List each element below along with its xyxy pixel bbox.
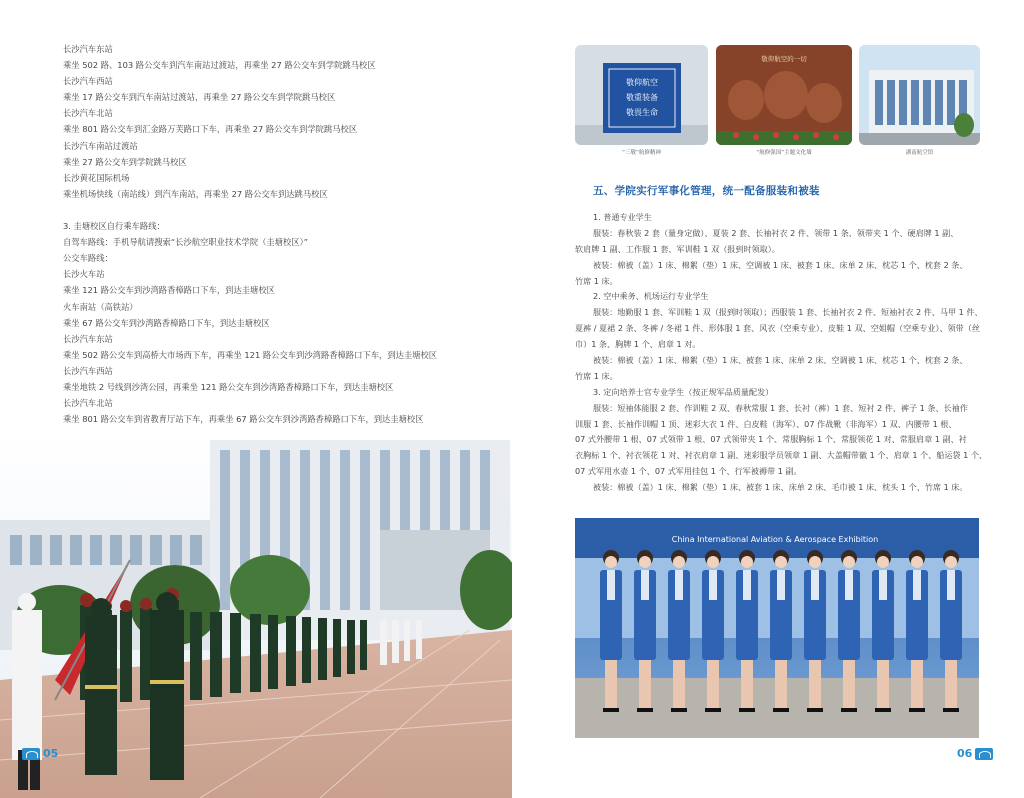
paragraph-line: 被装：棉被（盖）1 床、棉絮（垫）1 床、被套 1 床、床单 2 床、毛巾被 1 床、枕头 1 个、竹席 1 床。 — [593, 482, 968, 493]
honor-guard-photo — [0, 430, 512, 798]
route-line: 长沙汽车北站 — [63, 108, 113, 119]
photo-strip — [575, 45, 980, 145]
route-line: 乘坐地铁 2 号线到沙湾公园，再乘坐 121 路公交车到沙湾路香樟路口下车，到达圭塘校区 — [63, 381, 394, 392]
route-line: 长沙汽车东站 — [63, 333, 113, 344]
route-line: 公交车路线： — [63, 253, 113, 264]
route-line: 长沙火车站 — [63, 269, 105, 280]
paragraph-line: 被装：棉被（盖）1 床、棉絮（垫）1 床、空调被 1 床、被套 1 床、床单 2 床、枕芯 1 个、枕套 2 条、 — [593, 259, 968, 270]
route-line: 乘坐 801 路公交车到省教育厅站下车，再乘坐 67 路公交车到沙湾路香樟路口下车，到达圭塘校区 — [63, 414, 424, 425]
paragraph-line: 07 式军用水壶 1 个、07 式军用挂包 1 个、行军被褥带 1 副。 — [575, 466, 802, 477]
uniform-paragraphs — [575, 210, 988, 496]
route-line: 乘坐 502 路、103 路公交车到汽车南站过渡站，再乘坐 27 路公交车到学院跳马校区 — [63, 60, 376, 71]
sign-line-2: 敬重装备 — [626, 93, 658, 102]
route-line: 乘坐机场快线（南站线）到汽车南站，再乘坐 27 路公交车到达跳马校区 — [63, 188, 328, 199]
culture-wall-photo — [716, 45, 852, 145]
caption-three-respect: “三敬”航修精神 — [622, 150, 661, 156]
route-line: 火车南站（高铁站） — [63, 301, 138, 312]
paragraph-line: 衣胸标 1 个、衬衣领花 1 对、衬衣肩章 1 副、迷彩服学员领章 1 副、大盖帽带徽 1 个、肩章 1 个、船运袋 1 个、 — [575, 450, 988, 461]
route-line: 乘坐 67 路公交车到沙湾路香樟路口下车，到达圭塘校区 — [63, 317, 270, 328]
paragraph-line: 巾）1 条、胸牌 1 个、肩章 1 对。 — [575, 339, 701, 350]
exhibition-banner: China International Aviation & Aerospace Exhibition — [671, 535, 879, 544]
page-number-left-text: 05 — [43, 747, 59, 760]
route-line: 长沙黄花国际机场 — [63, 172, 130, 183]
paragraph-line: 2. 空中乘务、机场运行专业学生 — [593, 291, 709, 302]
sign-line-1: 敬仰航空 — [626, 78, 658, 87]
paragraph-line: 竹席 1 床。 — [575, 275, 618, 286]
paragraph-line: 训服 1 套、长袖作训帽 1 顶、迷彩大衣 1 件、白皮鞋（海军）、07 作战靴（非海军）1 双、内腰带 1 根、 — [575, 418, 957, 429]
paragraph-line: 服装：春秋装 2 套（量身定做）、夏装 2 套、长袖衬衣 2 件、领带 1 条、领带夹 1 个、硬肩牌 1 副、 — [593, 227, 959, 238]
route-line: 乘坐 502 路公交车到高桥大市场西下车，再乘坐 121 路公交车到沙湾路香樟路口下车，到达圭塘校区 — [63, 349, 438, 360]
route-line: 长沙汽车东站 — [63, 44, 113, 54]
paragraph-line: 服装：地勤服 1 套、军训鞋 1 双（报到时领取）；西服装 1 套、长袖衬衣 2 件、短袖衬衣 2 件、马甲 1 件、 — [593, 307, 983, 318]
sign-line-3: 敬畏生命 — [626, 108, 658, 117]
college-logo-icon — [22, 748, 40, 760]
route-line: 乘坐 27 路公交车到学院跳马校区 — [63, 156, 187, 167]
paragraph-line: 软肩牌 1 副、工作服 1 套、军训鞋 1 双（报到时领取）。 — [575, 243, 780, 254]
page-number-left — [22, 747, 58, 760]
paragraph-line: 服装：短袖体能服 2 套、作训鞋 2 双、春秋常服 1 套、长衬（裤）1 套、短衬 2 件、裤子 1 条、长袖作 — [593, 402, 968, 413]
culture-wall-sign: 敬仰航空的一切 — [761, 55, 807, 63]
route-line: 长沙汽车西站 — [63, 365, 113, 376]
section-title: 五、学院实行军事化管理，统一配备服装和被装 — [593, 185, 820, 197]
paragraph-line: 07 式外腰带 1 根、07 式领带 1 根、07 式领带夹 1 个、常服胸标 1 个、常服领花 1 对、常服肩章 1 副、衬 — [575, 434, 967, 445]
caption-culture-wall: “航修强国”主题文化墙 — [756, 150, 812, 156]
paragraph-line: 3. 定向培养士官专业学生（按正规军品质量配发） — [593, 386, 774, 397]
flight-attendants-photo — [575, 518, 979, 738]
aviation-museum-photo — [859, 45, 980, 145]
route-line: 自驾车路线：手机导航请搜索“长沙航空职业技术学院（圭塘校区）” — [63, 237, 309, 248]
route-line: 乘坐 801 路公交车到汇金路万芙路口下车，再乘坐 27 路公交车到学院跳马校区 — [63, 124, 358, 135]
route-line: 乘坐 17 路公交车到汽车南站过渡站，再乘坐 27 路公交车到学院跳马校区 — [63, 92, 336, 103]
paragraph-line: 竹席 1 床。 — [575, 370, 618, 381]
route-line: 长沙汽车西站 — [63, 76, 113, 87]
paragraph-line: 1. 普通专业学生 — [593, 212, 652, 222]
three-respect-sign-photo — [575, 45, 708, 145]
page-number-right — [957, 747, 993, 760]
route-line: 3. 圭塘校区自行乘车路线： — [63, 221, 165, 232]
route-line: 长沙汽车北站 — [63, 398, 113, 409]
route-text-block — [63, 41, 483, 492]
paragraph-line: 夏裤 / 夏裙 2 条、冬裤 / 冬裙 1 件、形体服 1 套、风衣（空乘专业）、皮鞋 1 双、空姐帽（空乘专业）、领带（丝 — [575, 323, 980, 334]
page-number-right-text: 06 — [957, 747, 973, 760]
college-logo-icon — [975, 748, 993, 760]
route-line: 长沙汽车南站过渡站 — [63, 140, 138, 151]
paragraph-line: 被装：棉被（盖）1 床、棉絮（垫）1 床、被套 1 床、床单 2 床、空调被 1 床、枕芯 1 个、枕套 2 条、 — [593, 355, 968, 366]
route-line: 乘坐 121 路公交车到沙湾路香樟路口下车，到达圭塘校区 — [63, 285, 275, 296]
caption-aviation-museum: 湖南航空馆 — [905, 150, 934, 156]
